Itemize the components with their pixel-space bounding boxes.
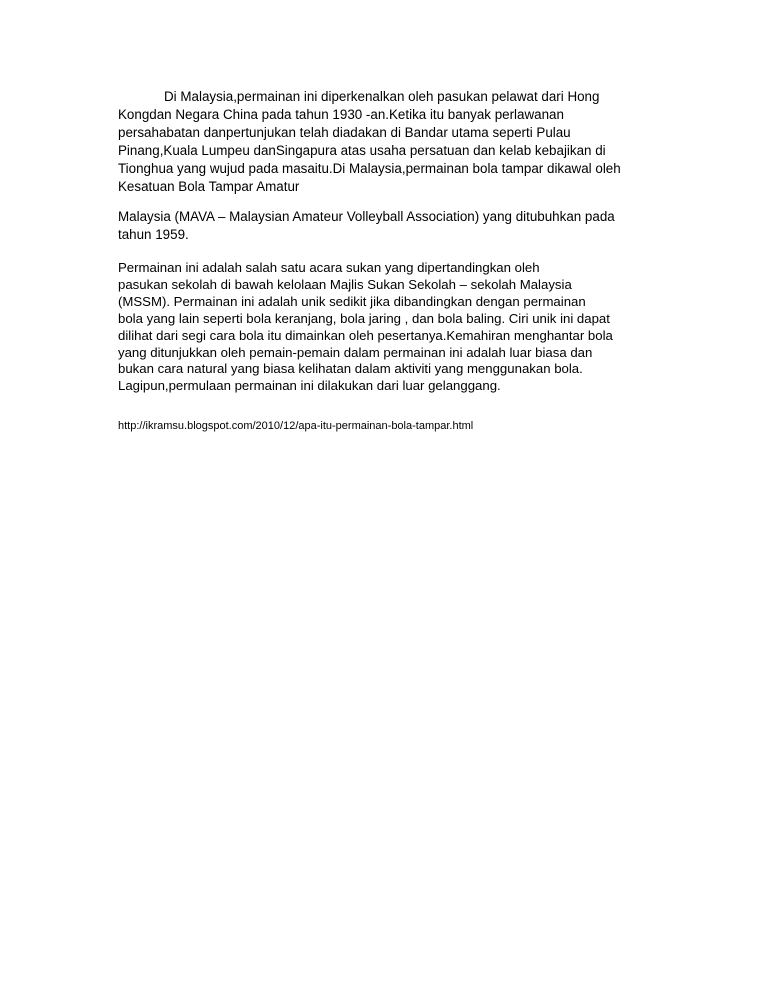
paragraph-mava (118, 208, 658, 244)
text-line: (MSSM). Permainan ini adalah unik sedikit jika dibandingkan dengan permainan (118, 293, 586, 309)
text-line: Permainan ini adalah salah satu acara sukan yang dipertandingkan oleh (118, 260, 540, 275)
text-line: Kesatuan Bola Tampar Amatur (118, 179, 300, 194)
text-line: bukan cara natural yang biasa kelihatan dalam aktiviti yang menggunakan bola. (118, 361, 583, 377)
source-url-link[interactable]: http://ikramsu.blogspot.com/2010/12/apa-itu-permainan-bola-tampar.html (118, 420, 474, 432)
text-line: yang ditunjukkan oleh pemain-pemain dalam permainan ini adalah luar biasa dan (118, 344, 593, 360)
text-line: pasukan sekolah di bawah kelolaan Majlis Sukan Sekolah – sekolah Malaysia (118, 276, 572, 292)
text-line: persahabatan danpertunjukan telah diadakan di Bandar utama seperti Pulau (118, 125, 571, 140)
paragraph-history (118, 88, 658, 196)
text-line: Malaysia (MAVA – Malaysian Amateur Volleyball Association) yang ditubuhkan pada (118, 209, 615, 224)
paragraph-mssm (118, 260, 658, 395)
text-line: dilihat dari segi cara bola itu dimainkan oleh pesertanya.Kemahiran menghantar bola (118, 327, 613, 343)
text-line: Pinang,Kuala Lumpeu danSingapura atas usaha persatuan dan kelab kebajikan di (118, 143, 606, 158)
text-line: tahun 1959. (118, 227, 189, 242)
text-line: Kongdan Negara China pada tahun 1930 -an.Ketika itu banyak perlawanan (118, 107, 564, 122)
text-line: Di Malaysia,permainan ini diperkenalkan oleh pasukan pelawat dari Hong (164, 89, 600, 104)
text-line: Lagipun,permulaan permainan ini dilakukan dari luar gelanggang. (118, 378, 501, 394)
text-line: bola yang lain seperti bola keranjang, bola jaring , dan bola baling. Ciri unik ini dapat (118, 310, 610, 326)
text-line: Tionghua yang wujud pada masaitu.Di Malaysia,permainan bola tampar dikawal oleh (118, 161, 621, 176)
